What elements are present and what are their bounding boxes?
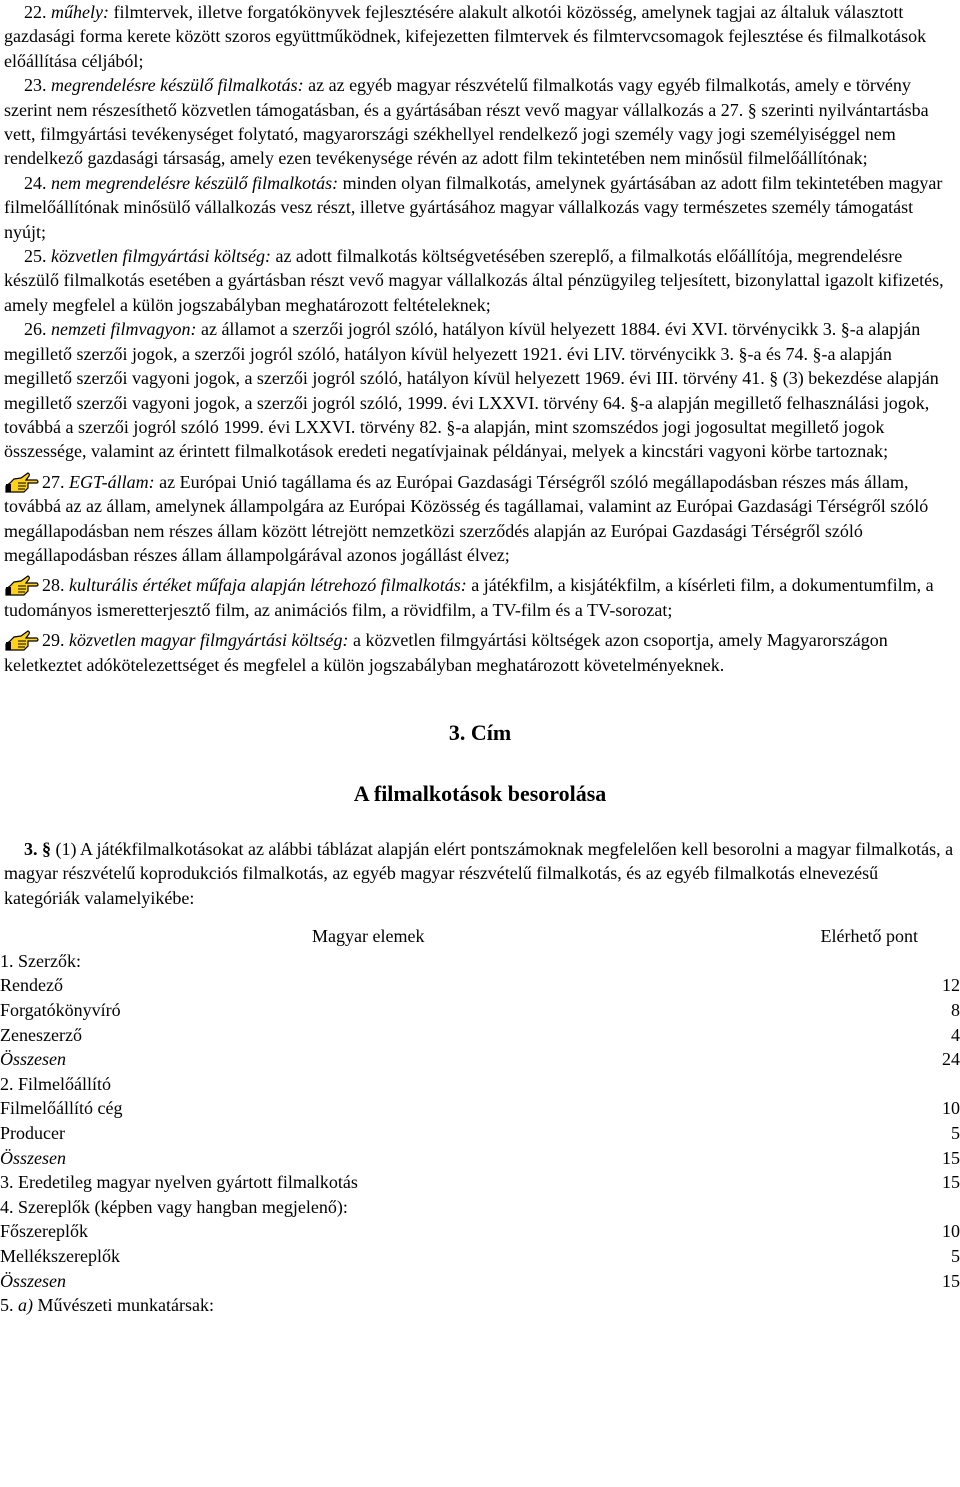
points-table (0, 924, 960, 1318)
table-cell-value: 15 (942, 1172, 960, 1193)
row-italic-letter: a) (18, 1295, 33, 1316)
table-row (0, 1293, 960, 1318)
definition-text: filmtervek, illetve forgatókönyvek fejlesztésére alakult alkotói közösség, amelynek tagjai az általuk választott gazdasági forma kerete között szoros együttműködnek, kifejezetten filmtervek és filmtervcsomagok fejlesztése és filmalkotások előállítása céljából; (4, 2, 927, 71)
table-cell-label: Összesen (0, 1147, 66, 1168)
paragraph-label: 3. § (24, 838, 51, 859)
pointing-hand-icon[interactable] (4, 629, 40, 651)
table-row (0, 1269, 960, 1294)
table-cell-label: Filmelőállító cég (0, 1098, 123, 1119)
table-cell-value: 4 (951, 1024, 960, 1045)
row-rest: Művészeti munkatársak: (33, 1295, 214, 1316)
pointing-hand-icon[interactable] (4, 574, 40, 596)
table-cell-label: 2. Filmelőállító (0, 1073, 111, 1094)
definition-text: az adott filmalkotás költségvetésében szereplő, a filmalkotás előállítója, megrendelésre készülő filmalkotás esetében a gyártásban részt vevő magyar vállalkozás által pénzügyileg teljesített, bizonylattal igazolt kifizetés, amely megfelel a külön jogszabályban meghatározott feltételeknek; (4, 246, 944, 315)
table-cell-label: Mellékszereplők (0, 1245, 120, 1266)
definition-text: a közvetlen filmgyártási költségek azon csoportja, amely Magyarországon keletkeztet adókötelezettséget és megfelel a külön jogszabályban meghatározott követelményeknek. (4, 630, 888, 675)
table-cell-value (723, 1072, 960, 1097)
definition-number: 27. (42, 471, 65, 492)
definition-number: 28. (42, 575, 65, 596)
table-row (0, 998, 960, 1023)
definition-term: közvetlen filmgyártási költség: (51, 246, 271, 267)
table-row (0, 1219, 960, 1244)
table-row (0, 1047, 960, 1072)
definition-27 (4, 470, 956, 568)
table-cell-value: 5 (951, 1122, 960, 1143)
table-cell-value: 8 (951, 999, 960, 1020)
table-row (0, 1170, 960, 1195)
table-cell-value: 15 (942, 1147, 960, 1168)
table-cell-value: 5 (951, 1245, 960, 1266)
table-cell-value: 10 (942, 1221, 960, 1242)
table-cell-value: 24 (942, 1049, 960, 1070)
table-cell-label: Producer (0, 1122, 65, 1143)
table-header-row (0, 924, 960, 949)
definition-term: kulturális értéket műfaja alapján létrehozó filmalkotás: (69, 575, 467, 596)
table-cell-label: Főszereplők (0, 1221, 88, 1242)
definition-term: megrendelésre készülő filmalkotás: (51, 75, 304, 96)
table-row (0, 1121, 960, 1146)
table-cell-value: 10 (942, 1098, 960, 1119)
definition-number: 22. (24, 2, 47, 22)
definition-term: közvetlen magyar filmgyártási költség: (69, 630, 349, 651)
table-cell-value (723, 949, 960, 974)
table-row (0, 973, 960, 998)
definition-term: nem megrendelésre készülő filmalkotás: (51, 172, 339, 193)
definition-number: 26. (24, 319, 47, 340)
definition-28 (4, 573, 956, 622)
table-row (0, 1023, 960, 1048)
definition-term: EGT-állam: (69, 471, 155, 492)
pointing-hand-icon[interactable] (4, 471, 40, 493)
table-cell-label: Forgatókönyvíró (0, 999, 121, 1020)
table-row (0, 1072, 960, 1097)
definition-23 (4, 73, 956, 171)
table-cell-value (723, 1195, 960, 1220)
column-header-elements: Magyar elemek (312, 926, 425, 947)
table-cell-value (723, 1293, 960, 1318)
definition-25 (4, 244, 956, 317)
table-row (0, 1146, 960, 1171)
table-cell-label: Összesen (0, 1049, 66, 1070)
definition-text: a játékfilm, a kisjátékfilm, a kísérleti film, a dokumentumfilm, a tudományos ismeretterjesztő film, az animációs film, a rövidfilm, a TV-film és a TV-sorozat; (4, 575, 934, 620)
table-row (0, 949, 960, 974)
row-prefix: 5. (0, 1295, 18, 1316)
definition-text: az az egyéb magyar részvételű filmalkotás vagy egyéb filmalkotás, amely e törvény szerint nem részesíthető közvetlen támogatásban, és a gyártásában részt vevő magyar vállalkozás a 27. § szerinti nyilvántartásba vett, filmgyártási tevékenységet folytató, magyarországi székhellyel rendelkező jogi személy vagy jogi személyiséggel nem rendelkező gazdasági társaság, amely ezen tevékenysége révén az adott film tekintetében nem minősül filmelőállítónak; (4, 75, 929, 169)
paragraph-3 (4, 837, 956, 910)
table-cell-label: Összesen (0, 1270, 66, 1291)
definition-number: 29. (42, 630, 65, 651)
table-row (0, 1195, 960, 1220)
column-header-points: Elérhető pont (820, 926, 918, 947)
definition-number: 24. (24, 172, 47, 193)
definition-24 (4, 171, 956, 244)
paragraph-text: (1) A játékfilmalkotásokat az alábbi táblázat alapján elért pontszámoknak megfelelően kell besorolni a magyar filmalkotás, a magyar részvételű koprodukciós filmalkotás, az egyéb magyar részvételű filmalkotás, és az egyéb filmalkotás elnevezésű kategóriák valamelyikébe: (4, 838, 954, 908)
table-cell-value: 12 (942, 975, 960, 996)
definition-text: az Európai Unió tagállama és az Európai Gazdasági Térségről szóló megállapodásban részes más állam, továbbá az az állam, amelynek állampolgára az Európai Közösség és tagállamai, valamint az Európai Gazdasági Térségről szóló megállapodásban nem részes állam között létrejött nemzetközi szerződés alapján az Európai Gazdasági Térségről szóló megállapodásban részes állam állampolgárával azonos jogállást élvez; (4, 471, 929, 565)
definition-term: műhely: (51, 2, 109, 22)
definition-number: 25. (24, 246, 47, 267)
section-number-heading: 3. Cím (448, 719, 512, 745)
table-body (0, 949, 960, 1293)
table-cell-label (0, 1293, 723, 1318)
definition-text: minden olyan filmalkotás, amelynek gyártásában az adott film tekintetében magyar filmelőállítónak minősülő vállalkozás vesz részt, illetve gyártásához magyar vállalkozás vagy természetes személy támogatást nyújt; (4, 172, 943, 242)
table-cell-label: Rendező (0, 975, 63, 996)
definition-26 (4, 317, 956, 463)
table-cell-label: Zeneszerző (0, 1024, 82, 1045)
definition-29 (4, 628, 956, 677)
definition-22 (4, 0, 956, 73)
definition-term: nemzeti filmvagyon: (51, 319, 197, 340)
definition-number: 23. (24, 75, 47, 96)
table-cell-label: 1. Szerzők: (0, 950, 81, 971)
definition-text: az államot a szerzői jogról szóló, hatályon kívül helyezett 1884. évi XVI. törvénycikk 3. §-a alapján megillető szerzői jogok, a szerzői jogról szóló, hatályon kívül helyezett 1921. évi LIV. törvénycikk 3. §-a és 74. §-a alapján megillető szerzői vagyoni jogok, a szerzői jogról szóló, hatályon kívül helyezett 1969. évi III. törvény 41. § (3) bekezdése alapján megillető szerzői vagyoni jogok, a szerzői jogról szóló, 1999. évi LXXVI. törvény 64. §-a alapján megillető felhasználási jogok, továbbá a szerzői jogról szóló 1999. évi LXXVI. törvény 82. §-a alapján, mint szomszédos jogi jogosultat megillető jogok összessége, valamint az érintett filmalkotások eredeti negatívjainak példányai, melyek a kincstári vagyoni körbe tartoznak; (4, 319, 939, 462)
table-row (0, 1244, 960, 1269)
table-cell-label: 4. Szereplők (képben vagy hangban megjelenő): (0, 1196, 348, 1217)
table-row (0, 1096, 960, 1121)
table-cell-label: 3. Eredetileg magyar nyelven gyártott filmalkotás (0, 1172, 358, 1193)
section-title-heading: A filmalkotások besorolása (353, 780, 607, 806)
table-cell-value: 15 (942, 1270, 960, 1291)
